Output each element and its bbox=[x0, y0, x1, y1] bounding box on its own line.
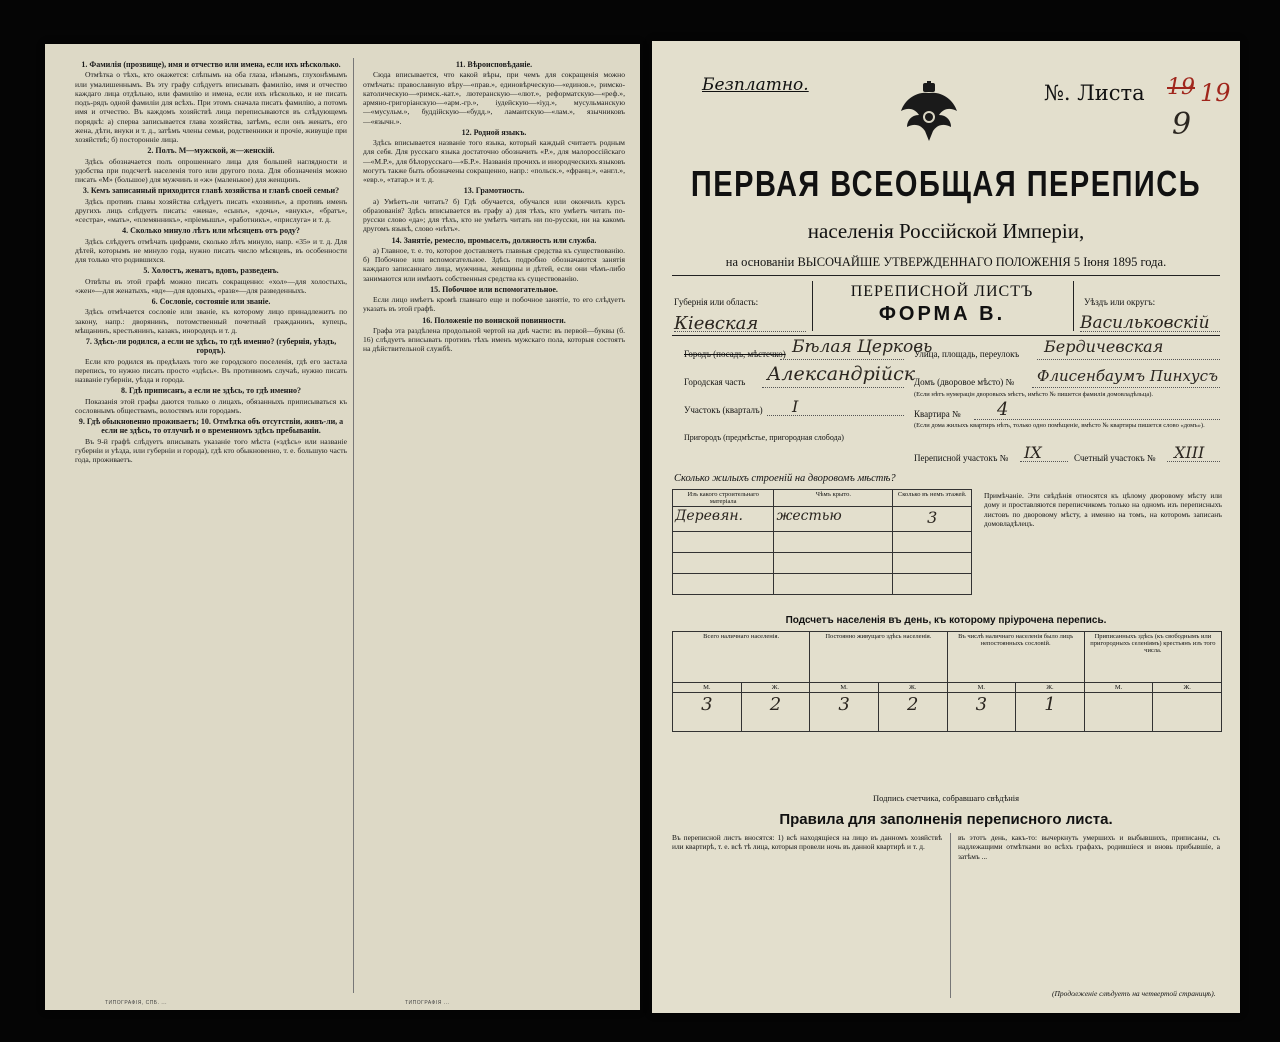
instruction-text: Здѣсь вписывается названіе того языка, который каждый считаетъ родным для себя. Для русскаго языка достаточно обозначить «Р.», для малороссійскаго—«М.Р.», для бѣлорусскаго—«Б.Р.». Названія прочихъ и инородческихъ языковъ могутъ также быть обозначены сокращенно, напр.: «польск.», «франц.», «англ.», «евр.», «татар.» и т. д. bbox=[363, 138, 625, 184]
count-m-label: М. bbox=[673, 683, 742, 693]
quarter-underline bbox=[767, 415, 904, 416]
buildings-heading: Сколько жилыхъ строеній на дворовомъ мѣстѣ? bbox=[674, 473, 896, 484]
form-name-line-1: ПЕРЕПИСНОЙ ЛИСТЪ bbox=[850, 283, 1034, 300]
imperial-eagle-emblem bbox=[897, 81, 961, 145]
quarter-value: I bbox=[792, 397, 799, 416]
suburb-label: Пригородъ (предмѣстье, пригородная слобода) bbox=[684, 433, 844, 442]
city-underline bbox=[780, 359, 904, 360]
buildings-note: Примѣчаніе. Эти свѣдѣнія относятся къ цѣлому дворовому мѣсту или дому и проставляются переписчикомъ только на одномъ изъ переписныхъ листовъ по дворовому мѣсту, а именно на томъ, на которомъ записанъ домовладѣлецъ. bbox=[984, 491, 1222, 529]
count-peasants-m bbox=[1084, 693, 1153, 732]
form-main-title: ПЕРВАЯ ВСЕОБЩАЯ ПЕРЕПИСЬ bbox=[690, 164, 1202, 205]
count-area-value: XIII bbox=[1174, 443, 1205, 462]
gubernia-value: Кіевская bbox=[674, 313, 759, 334]
count-f-label: Ж. bbox=[1016, 683, 1085, 693]
buildings-header-roof: Чѣмъ крыто. bbox=[774, 490, 893, 507]
census-area-label: Переписной участокъ № bbox=[914, 453, 1009, 463]
population-count-table bbox=[672, 631, 1222, 732]
census-area-value: IX bbox=[1024, 443, 1042, 462]
instruction-text: Графа эта раздѣлена продольной чертой на двѣ части: въ первой—буквы (б. 16) слѣдуетъ вписывать противъ тѣхъ именъ мужскаго пола, которыя состоятъ на дѣйствительной службѣ. bbox=[363, 325, 625, 354]
census-area-underline bbox=[1020, 461, 1068, 462]
count-peasants-f bbox=[1153, 693, 1222, 732]
city-part-label: Городская часть bbox=[684, 377, 746, 387]
instruction-text: Отвѣты въ этой графѣ можно писать сокращенно: «хол»—для холостыхъ, «жен»—для женатыхъ, «вд»—для вдовыхъ, «разв»—для разведенныхъ. bbox=[75, 276, 347, 295]
instruction-text: а) Умѣетъ-ли читать? б) Гдѣ обучается, обучался или окончилъ курсъ образованія? Здѣсь вписывается въ графу а) для тѣхъ, кто умѣетъ читать по-русски слово «да»; для тѣхъ, кто не умѣетъ читать ни по-русски, ни на какомъ другомъ языкѣ, слово «нѣтъ». bbox=[363, 196, 625, 234]
buildings-row-roof: жестью bbox=[774, 507, 893, 532]
instruction-heading: 16. Положеніе по воинской повинности. bbox=[422, 315, 566, 325]
count-f-label: Ж. bbox=[1153, 683, 1222, 693]
count-f-label: Ж. bbox=[878, 683, 947, 693]
gubernia-underline bbox=[674, 331, 806, 332]
count-header-permanent: Постоянно живущаго здѣсь населенія. bbox=[810, 632, 947, 683]
instruction-heading: 1. Фамилія (прозвище), имя и отчество или имена, если ихъ нѣсколько. bbox=[81, 60, 341, 69]
count-nonpermanent-f: 1 bbox=[1016, 693, 1085, 732]
instruction-heading: 12. Родной языкъ. bbox=[461, 127, 527, 137]
count-f-label: Ж. bbox=[741, 683, 810, 693]
count-header-present: Всего наличнаго населенія. bbox=[673, 632, 810, 683]
instruction-heading: 13. Грамотность. bbox=[463, 186, 525, 196]
uezd-value: Васильковскій bbox=[1080, 313, 1210, 333]
instruction-heading: 9. Гдѣ обыкновенно проживаетъ; 10. Отмѣтка объ отсутствіи, живъ-ли, а если не здѣсь, то отлучнѣ и о временномъ здѣсь пребываніи. bbox=[78, 417, 344, 436]
count-present-f: 2 bbox=[741, 693, 810, 732]
street-label: Улица, площадь, переулокъ bbox=[914, 349, 1020, 359]
instruction-text: Здѣсь отмѣчается сословіе или званіе, къ которому лицо принадлежитъ по закону, напр.: дворянинъ, потомственный почетный гражданинъ, купецъ, мѣщанинъ, крестьянинъ, казакъ, инородецъ и т. д. bbox=[75, 307, 347, 335]
instruction-heading: 4. Сколько минуло лѣтъ или мѣсяцевъ отъ роду? bbox=[122, 226, 300, 236]
house-value: Флисенбаумъ Пинхусъ bbox=[1037, 367, 1219, 385]
instruction-text: а) Главное, т. е. то, которое доставляетъ главныя средства къ существованію. б) Побочное или вспомогательное. Здѣсь подробно обозначаются занятія каждаго записаннаго лица, мужчины, женщины и дѣтей, если они чѣмъ-либо занимаются или имѣютъ собственныя средства къ существованію. bbox=[363, 245, 625, 283]
count-m-label: М. bbox=[947, 683, 1016, 693]
city-part-underline bbox=[762, 387, 904, 388]
count-m-label: М. bbox=[1084, 683, 1153, 693]
street-underline bbox=[1037, 359, 1220, 360]
count-header-nonpermanent: Въ числѣ наличнаго населенія было лицъ непостоянныхъ сословій. bbox=[947, 632, 1084, 683]
city-value: Бѣлая Церковь bbox=[792, 337, 933, 357]
instruction-text: Сюда вписывается, что какой вѣры, при чемъ для сокращенія можно отмѣчать: православную вѣру—«прав.», единовѣрческую—«единов.», римско-католическую—«римск.-кат.», лютеранскую—«лют.», реформатскую—«реф.», армяно-григоріанскую—«арм.-гр.», іудейскую—«іуд.», мусульманскую—«мусульм.», буддійскую—«будд.», ламаитскую—«лам.», язычниковъ—«язычн.». bbox=[363, 70, 625, 126]
signature-label: Подпись счетчика, собравшаго свѣдѣнія bbox=[872, 793, 1020, 803]
printer-footer-right: ТИПОГРАФІЯ ... bbox=[405, 1000, 450, 1006]
header-rule bbox=[672, 275, 1220, 276]
instructions-column-2 bbox=[363, 58, 625, 993]
form-name-box bbox=[812, 281, 1074, 331]
sheet-number-red: 19 bbox=[1200, 79, 1231, 107]
count-m-label: М. bbox=[810, 683, 879, 693]
left-page-instructions bbox=[45, 44, 640, 1010]
sheet-number-handwritten: 9 bbox=[1172, 107, 1192, 142]
buildings-header-floors: Сколько въ немъ этажей. bbox=[893, 490, 972, 507]
quarter-label: Участокъ (кварталъ) bbox=[684, 405, 763, 415]
apartment-note: (Если дома жилыхъ квартиръ нѣтъ, только одно помѣщеніе, вмѣсто № квартиры пишется слово «домъ»). bbox=[914, 422, 1205, 429]
apartment-value: 4 bbox=[997, 399, 1009, 420]
rules-column-left: Въ переписной листъ вносятся: 1) всѣ находящіеся на лицо въ данномъ хозяйствѣ или квартирѣ, т. е. всѣ тѣ лица, которыя провели ночь въ данной квартирѣ и т. д. bbox=[672, 833, 942, 852]
instruction-heading: 7. Здѣсь-ли родился, а если не здѣсь, то гдѣ именно? (губернія, уѣздъ, городъ). bbox=[85, 337, 337, 356]
form-legal-basis: на основаніи ВЫСОЧАЙШЕ УТВЕРЖДЕННАГО ПОЛОЖЕНІЯ 5 Іюня 1895 года. bbox=[725, 255, 1167, 269]
instruction-heading: 11. Вѣроисповѣданіе. bbox=[455, 60, 533, 69]
uezd-underline bbox=[1080, 331, 1220, 332]
instruction-heading: 6. Сословіе, состояніе или званіе. bbox=[151, 297, 271, 306]
form-subtitle: населенія Россійской Имперіи, bbox=[807, 219, 1085, 243]
house-underline bbox=[1032, 387, 1220, 388]
count-permanent-f: 2 bbox=[878, 693, 947, 732]
apartment-underline bbox=[974, 419, 1220, 420]
instruction-text: Здѣсь противъ главы хозяйства слѣдуетъ писать «хозяинъ», а противъ именъ другихъ лицъ слѣдуетъ писать: «жена», «сынъ», «дочь», «внукъ», «братъ», «сестра», «мать», «племянникъ», «пріемышъ», «работникъ», «прислуга» и т. д. bbox=[75, 196, 347, 224]
free-label: Безплатно. bbox=[702, 75, 809, 95]
buildings-row-material: Деревян. bbox=[673, 507, 774, 532]
instruction-text: Если кто родился въ предѣлахъ того же городского поселенія, гдѣ его застала перепись, то нужно писать просто «здѣсь». Въ противномъ случаѣ, нужно писать названіе губерніи, уѣзда и города. bbox=[75, 356, 347, 384]
buildings-header-material: Изъ какого строительнаго матеріала bbox=[673, 490, 774, 507]
street-value: Бердичевская bbox=[1044, 337, 1164, 356]
column-divider bbox=[353, 58, 354, 993]
count-permanent-m: 3 bbox=[810, 693, 879, 732]
city-part-value: Александрійск bbox=[767, 363, 916, 385]
instruction-text: Показанія этой графы даются только о лицахъ, обязанныхъ приписываться къ сословнымъ обществамъ, волостямъ или городамъ. bbox=[75, 396, 347, 415]
rules-divider bbox=[950, 833, 951, 998]
count-header-peasants: Приписанныхъ здѣсь (къ свободнымъ или пригородныхъ селеніямъ) крестьянъ изъ того числа. bbox=[1084, 632, 1221, 683]
uezd-label: Уѣздъ или округъ: bbox=[1084, 297, 1156, 307]
buildings-row-floors: 3 bbox=[893, 507, 972, 532]
house-note: (Если нѣтъ нумерацін дворовыхъ мѣстъ, имѣсто № пишется фамилія домовладѣльца). bbox=[914, 391, 1154, 398]
right-page-census-form bbox=[652, 41, 1240, 1013]
instruction-text: Здѣсь обозначается полъ опрошеннаго лица для большей наглядности и удобства при подсчетѣ населенія того или другого пола. Для обозначенія можно писать «М» (большое) для мужчинъ и «ж» (маленькое) для женщинъ. bbox=[75, 156, 347, 184]
instruction-heading: 8. Гдѣ приписанъ, а если не здѣсь, то гдѣ именно? bbox=[120, 386, 302, 396]
rules-title: Правила для заполненія переписного листа. bbox=[779, 811, 1113, 828]
region-rule bbox=[672, 335, 1220, 336]
instruction-text: Въ 9-й графѣ слѣдуетъ вписывать указаніе того мѣста («здѣсь» или названіе губерніи и уѣзда, или губерніи и города), гдѣ кто обыкновенно, т. е. большую часть года, проживаетъ. bbox=[75, 436, 347, 464]
instruction-heading: 15. Побочное или вспомогательное. bbox=[430, 284, 558, 294]
count-present-m: 3 bbox=[673, 693, 742, 732]
form-name-line-2: ФОРМА В. bbox=[878, 303, 1006, 325]
count-area-label: Счетный участокъ № bbox=[1074, 453, 1156, 463]
gubernia-label: Губернія или область: bbox=[674, 297, 759, 307]
sheet-number-label: №. Листа bbox=[1044, 81, 1145, 105]
instruction-heading: 14. Занятіе, ремесло, промыселъ, должность или служба. bbox=[391, 235, 597, 245]
instruction-heading: 2. Полъ. М—мужской, ж—женскій. bbox=[147, 146, 275, 156]
buildings-table bbox=[672, 489, 972, 609]
sheet-number-struck: 19 bbox=[1167, 75, 1195, 100]
house-label: Домъ (дворовое мѣсто) № bbox=[914, 377, 1015, 387]
instructions-column-1 bbox=[75, 58, 347, 993]
count-nonpermanent-m: 3 bbox=[947, 693, 1016, 732]
rules-column-right: въ этотъ день, какъ-то: вычеркнуть умершихъ и выбывшихъ, приписаны, съ надлежащими отмѣтками во всѣхъ графахъ, родившіеся и вновь прибывшіе, а затѣмъ ... bbox=[958, 833, 1220, 861]
city-label: Городъ (посадъ, мѣстечко) bbox=[684, 349, 786, 359]
instruction-heading: 3. Кемъ записанный приходится главѣ хозяйства и главѣ своей семьи? bbox=[82, 186, 340, 196]
population-count-heading: Подсчетъ населенія въ день, къ которому пріурочена перепись. bbox=[785, 615, 1107, 626]
count-area-underline bbox=[1167, 461, 1220, 462]
instruction-text: Если лицо имѣетъ кромѣ главнаго еще и побочное занятіе, то его слѣдуетъ указать въ этой графѣ. bbox=[363, 295, 625, 314]
instruction-heading: 5. Холостъ, женатъ, вдовъ, разведенъ. bbox=[143, 266, 279, 276]
instruction-text: Отмѣтка о тѣхъ, кто окажется: слѣпымъ на оба глаза, нѣмымъ, глухонѣмымъ или умалишеннымъ. Въ эту графу слѣдуетъ вписывать фамилію, имя и отчество каждаго лица отдѣльно, или фамилію и имена, если ихъ нѣсколько, и не писать подъ-рядъ одной фамиліи для всѣхъ. При этомъ сначала писать фамилію, а потомъ имя и отчество. Въ каждомъ хозяйствѣ лица переписываются въ слѣдующемъ порядкѣ: а) сперва записывается глава хозяйства, затѣмъ, если онъ женатъ, его жена, дѣти, внуки и т. д., затѣмъ члены семьи, родственники и прочіе, живущіе при хозяйствѣ; б) посторонніе лица. bbox=[75, 70, 347, 144]
printer-footer-left: ТИПОГРАФІЯ, СПБ. ... bbox=[105, 1000, 168, 1006]
continue-note: (Продолженіе слѣдуетъ на четвертой страницѣ). bbox=[1052, 989, 1216, 998]
apartment-label: Квартира № bbox=[914, 409, 961, 419]
instruction-text: Здѣсь слѣдуетъ отмѣчать цифрами, сколько лѣтъ минуло, напр. «35» и т. д. Для дѣтей, которымъ не минуло года, нужно писать число мѣсяцевъ, въ особенности для только что родившихся. bbox=[75, 236, 347, 264]
